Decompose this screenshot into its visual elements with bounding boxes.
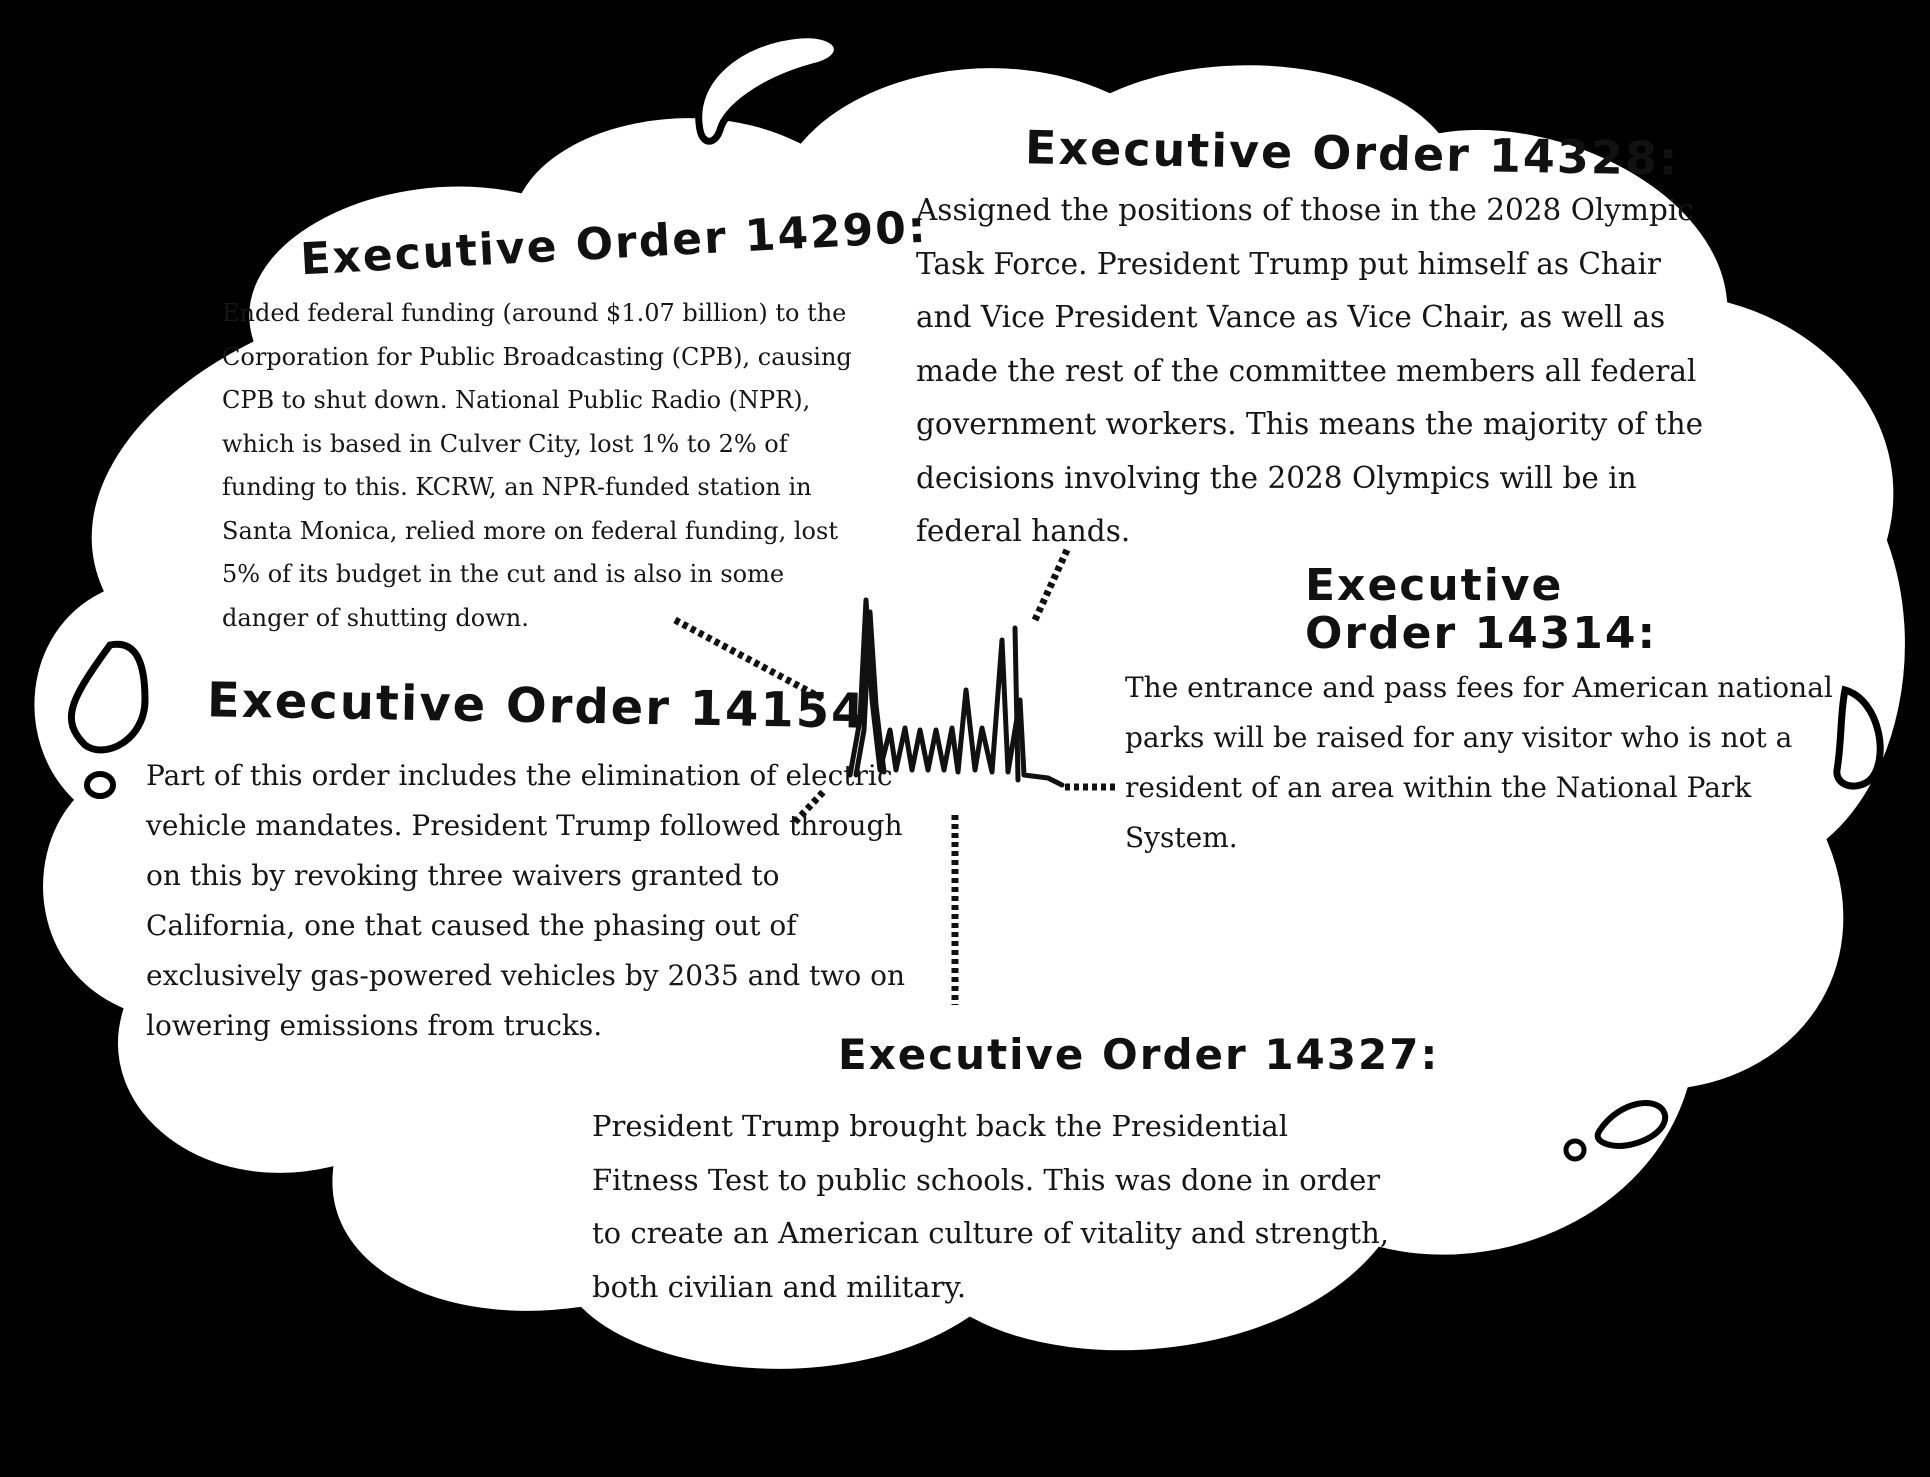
eo-14328-title: Executive Order 14328: bbox=[1024, 120, 1680, 186]
eo-14154-description: Part of this order includes the elimination of electric vehicle mandates. President Trump followed through on this by revoking three waivers granted to California, one that caused the phasing out of exclusively gas-powered vehicles by 2035 and two on lowering emissions from trucks. bbox=[146, 759, 906, 1042]
eo-14314-title: Executive Order 14314: bbox=[1305, 560, 1658, 659]
eo-14328-description: Assigned the positions of those in the 2028 Olympic Task Force. President Trump put himself as Chair and Vice President Vance as Vice Chair, as well as made the rest of the committee members all federal government workers. This means the majority of the decisions involving the 2028 Olympics will be in federal hands. bbox=[916, 193, 1704, 548]
doodle-small-dot-icon bbox=[1566, 1141, 1584, 1159]
eo-14327-title: Executive Order 14327: bbox=[838, 1030, 1440, 1079]
eo-14327-description: President Trump brought back the Presidential Fitness Test to public schools. This was done in order to create an American culture of vitality and strength, both civilian and military. bbox=[592, 1109, 1389, 1304]
eo-14154-title: Executive Order 14154 bbox=[206, 672, 868, 740]
doodle-dot-icon bbox=[87, 774, 113, 796]
eo-14290-description: Ended federal funding (around $1.07 billion) to the Corporation for Public Broadcasting (CPB), causing CPB to shut down. National Public Radio (NPR), which is based in Culver City, lost 1% to 2% of funding to this. KCRW, an NPR-funded station in Santa Monica, relied more on federal funding, lost 5% of its budget in the cut and is also in some danger of shutting down. bbox=[222, 299, 852, 632]
eo-14314-description: The entrance and pass fees for American national parks will be raised for any visitor who is not a resident of an area within the National Park System. bbox=[1125, 671, 1833, 854]
eo-14290-title: Executive Order 14290: bbox=[299, 201, 929, 286]
